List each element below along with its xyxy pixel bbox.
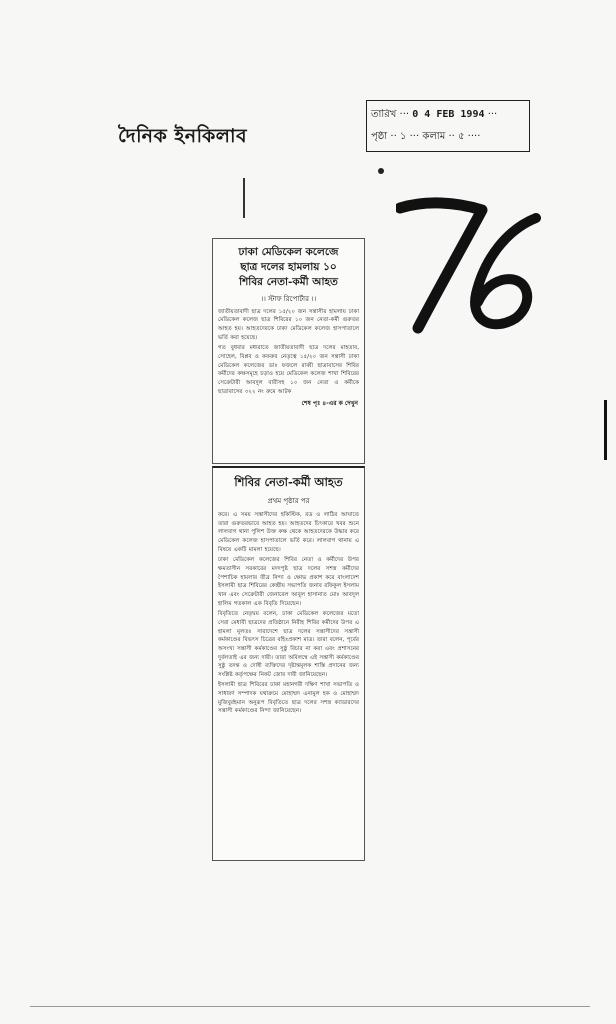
clip1-body [218,308,359,397]
clip1-headline-line: ঢাকা মেডিকেল কলেজে [238,246,339,258]
newspaper-masthead: দৈনিক ইনকিলাব [118,125,248,147]
clip2-subhead: প্রথম পৃষ্ঠার পর [267,497,310,505]
column-label: কলাম [422,131,446,142]
clip1-byline: ।। স্টাফ রিপোর্টার ।। [260,294,317,303]
date-label: তারিখ [371,109,397,120]
clip1-paragraph: জাতীয়তাবাদী ছাত্র দলের ১৫/২০ জন সন্ত্রাসীর হামলায় ঢাকা মেডিকেল কলেজ ছাত্র শিবিরের ১০ জন নেতা-কর্মী গুরুতর আহত হয়। আহতদেরকে ঢাকা মেডিকেল কলেজ হাসপাতালে ভর্তি করা হয়েছে। [218,308,359,341]
clip1-paragraph: গত বুধবার মধ্যরাতে জাতীয়তাবাদী ছাত্র দলের মাহতাব, সোহেল, বিপ্লব ও কফরুর নেতৃত্বে ১৫/২০ জন সন্ত্রাসী ঢাকা মেডিকেল কলেজের ডাঃ ফজলে রাব্বী ছাত্রাবাসের শিবির কর্মীদের কক্ষসমূহে চড়াও হয়ে মেডিকেল কলেজ শাখা শিবিরের সেক্রেটারী আবদুল বারীসহ ১০ জন নেতা ও কর্মীকে ছাত্রাবাসের ৩২২ নং রুমে আটক [218,345,359,395]
clip2-body [218,511,359,716]
news-clipping-part2 [212,466,365,861]
clip2-paragraph: বিবৃতিতে নেতৃদ্বয় বলেন, ঢাকা মেডিকেল কলেজের মতো সেরা মেধাবী ছাত্রদের প্রতিষ্ঠানে নিরীহ শিবির কর্মীদের উপর এ হামলা মূলতঃ সারাদেশে ছাত্র দলের সন্ত্রাসীদের সন্ত্রাসী কর্মকাণ্ডের বিভৎস চিত্রের বহিঃপ্রকাশ মাত্র। তারা বলেন, পূর্বের অসংখ্য সন্ত্রাসী কর্মকাণ্ডের সুষ্ঠু বিচার না করা এবং প্রশাসনের দুর্বলতাই এর জন্য দায়ী। তারা অবিলম্বে এই সন্ত্রাসী কর্মকাণ্ডের সুষ্ঠু তদন্ত ও দোষী ব্যক্তিদের দৃষ্টান্তমূলক শাস্তি প্রদানের জন্য সংশ্লিষ্ট কর্তৃপক্ষের নিকট জোর দাবী জানিয়েছেন। [218,611,359,678]
clip1-headline-line: শিবির নেতা-কর্মী আহত [239,276,338,289]
clip2-paragraph: করে। এ সময় সন্ত্রাসীদের হকিস্টিক, রড ও লাঠির আঘাতে তারা গুরুতরভাবে আহত হয়। আহতদের চিৎকারে খবর শুনে লালবাগ থানা পুলিশ উক্ত কক্ষ থেকে আহতদেরকে উদ্ধার করে মেডিকেল কলেজ হাসপাতালে ভর্তি করে। লালবাগ থানায় এ বিষয়ে একটি মামলা হয়েছে। [218,512,359,553]
date-row: তারিখ ··· 0 4 FEB 1994 ··· [371,109,498,120]
page-label: পৃষ্ঠা [371,131,388,142]
scan-edge-mark [604,400,607,460]
clip1-headline [217,245,360,291]
handwritten-number-76 [396,190,556,340]
column-value: ৫ [457,131,465,142]
clip1-continued-note: শেষ পৃঃ ৪-এর ক দেখুন [301,400,358,408]
clip2-paragraph: ঢাকা মেডিকেল কলেজের শিবির নেতা ও কর্মীদের উপর ক্ষমতাসীন সরকারের মদদপুষ্ট ছাত্র দলের সশস্ত্র কর্মীদের পৈশাচিক হামলার তীব্র নিন্দা ও ক্ষোভ প্রকাশ করে বাংলাদেশ ইসলামী ছাত্র শিবিরের কেন্দ্রীয় সভাপতি জনাব রফিকুল ইসলাম খান এবং সেক্রেটারী জেনারেল আবুল হাসানাত মোঃ আবদুল হালিম গতকাল এক বিবৃতি দিয়েছেন। [218,557,359,607]
page-value: ১ [399,131,407,142]
ink-dot [378,168,384,174]
news-clipping-part1 [212,238,365,464]
archive-date-stamp [366,100,530,152]
clip2-headline: শিবির নেতা-কর্মী আহত [234,475,343,489]
page-column-row: পৃষ্ঠা ·· ১ ··· কলাম ·· ৫ ···· [371,131,481,142]
clip1-headline-line: ছাত্র দলের হামলায় ১০ [240,261,337,274]
date-value: 0 4 FEB 1994 [412,109,485,120]
clip2-paragraph: ইসলামী ছাত্র শিবিরের ঢাকা মহানগরী দক্ষিণ শাখা সভাপতি ও সাধারণ সম্পাদক যথাক্রমে মোহাম্মদ এনামুল হক ও মোহাম্মদ মুজিবুর্রহমান অনুরূপ বিবৃতিতে ছাত্র দলের সশস্ত্র ক্যাডারদের সন্ত্রাসী কর্মকাণ্ডের নিন্দা জানিয়েছেন। [218,682,359,715]
pen-mark [243,178,245,218]
scan-bottom-line [30,1006,590,1007]
